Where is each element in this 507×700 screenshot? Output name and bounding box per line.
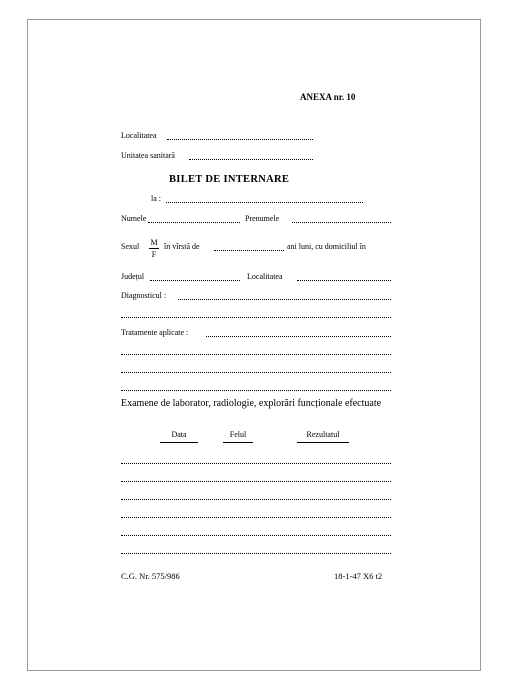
column-felul-label: Felul (229, 430, 247, 439)
label-prenumele: Prenumele (245, 214, 280, 223)
exam-heading: Examene de laborator, radiologie, explorări funcționale efectuate (121, 398, 382, 409)
label-ani-luni: ani luni, cu domiciliul în (287, 242, 366, 251)
field-virsta[interactable] (214, 250, 284, 251)
footer-code: C.G. Nr. 575/986 (121, 571, 180, 581)
field-unitatea-sanitara[interactable] (189, 159, 313, 160)
field-localitatea-2[interactable] (297, 280, 391, 281)
exam-line-5[interactable] (121, 535, 391, 536)
field-prenumele[interactable] (292, 222, 391, 223)
field-tratamente-line-2[interactable] (121, 354, 391, 355)
field-diagnosticul-line-2[interactable] (121, 317, 391, 318)
field-localitatea[interactable] (167, 139, 313, 140)
sex-f: F (151, 250, 157, 259)
label-numele: Numele (121, 214, 147, 223)
form-sheet (27, 19, 481, 671)
label-judetul: Județul (121, 272, 145, 281)
exam-line-1[interactable] (121, 463, 391, 464)
column-rezultatul (297, 430, 349, 443)
field-tratamente[interactable] (206, 336, 391, 337)
column-data-label: Data (171, 430, 187, 439)
label-localitatea: Localitatea (121, 131, 157, 140)
field-tratamente-line-4[interactable] (121, 390, 391, 391)
annex-number: ANEXA nr. 10 (300, 92, 356, 102)
label-virsta: în vîrstă de (164, 242, 200, 251)
sex-fraction (149, 238, 159, 259)
column-data (160, 430, 198, 443)
fraction-bar (149, 248, 159, 249)
footer-print-code: 18-1-47 X6 t2 (334, 571, 383, 581)
sex-m: M (150, 238, 158, 247)
label-localitatea-2: Localitatea (247, 272, 283, 281)
field-tratamente-line-3[interactable] (121, 372, 391, 373)
column-rezultatul-label: Rezultatul (306, 430, 340, 439)
column-felul (223, 430, 253, 443)
field-judetul[interactable] (150, 280, 240, 281)
exam-line-3[interactable] (121, 499, 391, 500)
field-numele[interactable] (148, 222, 240, 223)
column-rezultatul-underline (297, 442, 349, 443)
exam-line-4[interactable] (121, 517, 391, 518)
label-tratamente: Tratamente aplicate : (121, 328, 189, 337)
label-la: la : (151, 194, 161, 203)
field-la[interactable] (166, 202, 363, 203)
label-unitatea-sanitara: Unitatea sanitară (121, 151, 175, 160)
form-title: BILET DE INTERNARE (169, 174, 290, 185)
label-diagnosticul: Diagnosticul : (121, 291, 167, 300)
label-sexul: Sexul (121, 242, 140, 251)
column-felul-underline (223, 442, 253, 443)
exam-line-2[interactable] (121, 481, 391, 482)
field-diagnosticul[interactable] (178, 299, 391, 300)
column-data-underline (160, 442, 198, 443)
exam-line-6[interactable] (121, 553, 391, 554)
